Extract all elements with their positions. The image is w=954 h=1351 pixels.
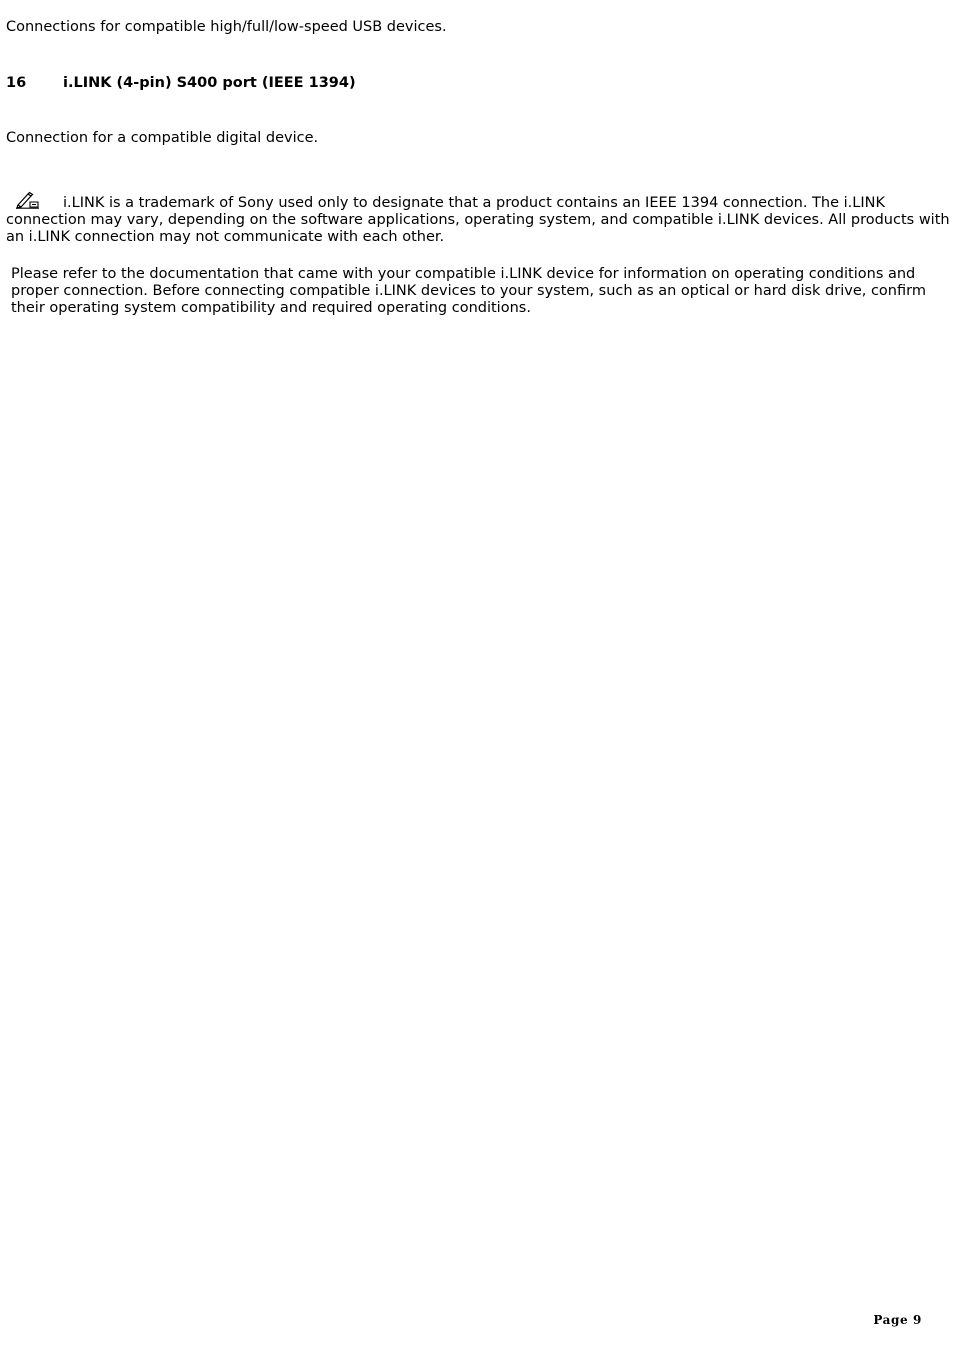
note-text: i.LINK is a trademark of Sony used only to designate that a product contains an IEEE 1394 connection. The i.LINK connection may vary, depending on the software applications, operating system, and compatible i.LINK devices. All products with an i.LINK connection may not communicate with each other.	[6, 195, 950, 245]
section-title: i.LINK (4-pin) S400 port (IEEE 1394)	[63, 75, 356, 91]
note-paragraph	[6, 191, 950, 246]
page-number: Page 9	[873, 1313, 922, 1327]
section-description: Connection for a compatible digital device.	[6, 130, 319, 146]
note-pencil-icon	[15, 191, 41, 209]
refer-paragraph: Please refer to the documentation that came with your compatible i.LINK device for information on operating conditions and proper connection. Before connecting compatible i.LINK devices to your system, such as an optical or hard disk drive, confirm their operating system compatibility and required operating conditions.	[11, 266, 926, 316]
section-number: 16	[6, 75, 27, 91]
usb-connection-description: Connections for compatible high/full/low-speed USB devices.	[6, 19, 447, 35]
section-heading	[6, 75, 356, 92]
